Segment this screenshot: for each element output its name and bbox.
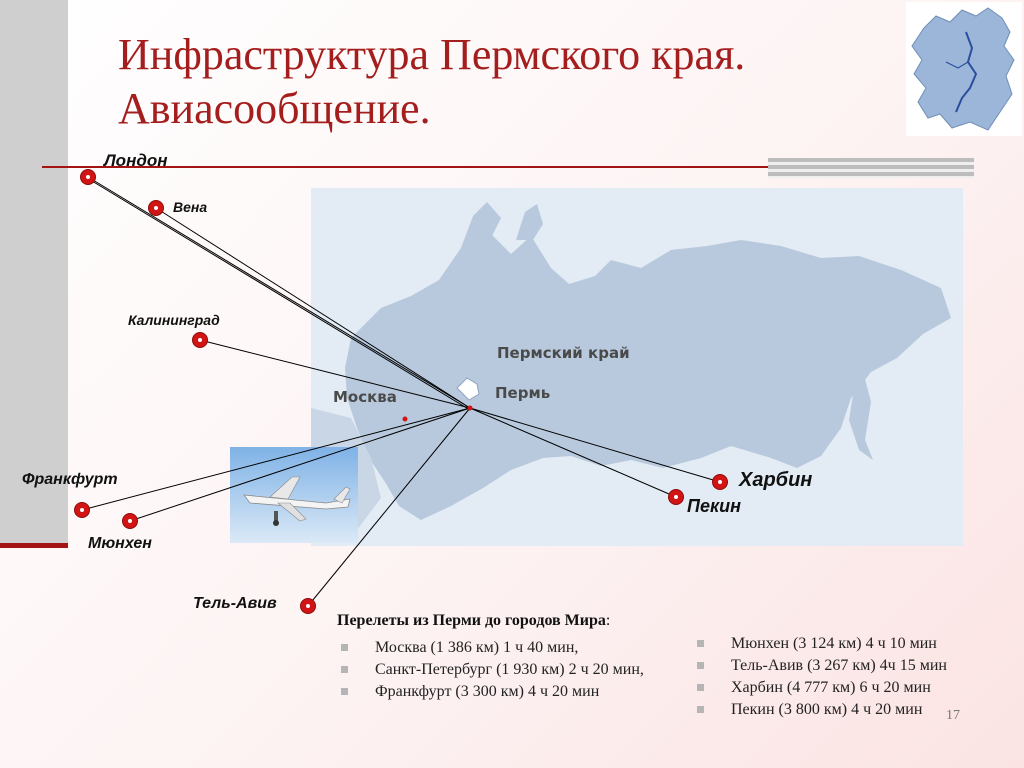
city-marker-vienna: [149, 201, 163, 215]
header-rule-grey: [768, 158, 974, 178]
title-line-1: Инфраструктура Пермского края.: [118, 30, 746, 79]
flight-item-tel-aviv: Тель-Авив (3 267 км) 4ч 15 мин: [693, 657, 1013, 675]
city-marker-harbin: [713, 475, 727, 489]
slide-title: [118, 28, 745, 136]
city-marker-tel-aviv: [301, 599, 315, 613]
city-label-frankfurt: Франкфурт: [22, 471, 118, 488]
flight-item-harbin: Харбин (4 777 км) 6 ч 20 мин: [693, 679, 1013, 697]
left-decor-accent: [0, 543, 68, 548]
city-label-beijing: Пекин: [687, 496, 741, 516]
city-marker-london: [81, 170, 95, 184]
flight-item-frankfurt: Франкфурт (3 300 км) 4 ч 20 мин: [337, 683, 687, 701]
city-marker-beijing: [669, 490, 683, 504]
city-label-london: Лондон: [104, 151, 168, 170]
perm-region-map: [906, 2, 1022, 136]
map-label-moscow: Москва: [333, 388, 397, 406]
city-label-munich: Мюнхен: [88, 535, 152, 552]
flight-item-munich: Мюнхен (3 124 км) 4 ч 10 мин: [693, 635, 1013, 653]
city-marker-kaliningrad: [193, 333, 207, 347]
flight-list-right: [693, 635, 1013, 723]
map-label-perm-region: Пермский край: [497, 344, 630, 362]
russia-map: [311, 188, 963, 546]
flight-item-moscow: Москва (1 386 км) 1 ч 40 мин,: [337, 639, 687, 657]
flight-item-beijing: Пекин (3 800 км) 4 ч 20 мин: [693, 701, 1013, 719]
flight-item-spb: Санкт-Петербург (1 930 км) 2 ч 20 мин,: [337, 661, 687, 679]
city-label-vienna: Вена: [173, 199, 208, 215]
city-marker-munich: [123, 514, 137, 528]
flights-heading: [337, 612, 610, 630]
city-marker-frankfurt: [75, 503, 89, 517]
title-line-2: Авиасообщение.: [118, 84, 431, 133]
flights-heading-colon: :: [605, 612, 611, 629]
city-label-kaliningrad: Калининград: [128, 312, 220, 328]
airplane-photo: [230, 447, 358, 543]
flight-list-left: [337, 639, 687, 705]
city-label-harbin: Харбин: [739, 469, 813, 491]
left-decor-bar: [0, 0, 68, 548]
map-label-perm: Пермь: [495, 384, 551, 402]
city-label-tel-aviv: Тель-Авив: [193, 595, 277, 612]
flights-heading-text: Перелеты из Перми до городов Мира: [337, 612, 606, 629]
page-number: 17: [946, 708, 960, 723]
